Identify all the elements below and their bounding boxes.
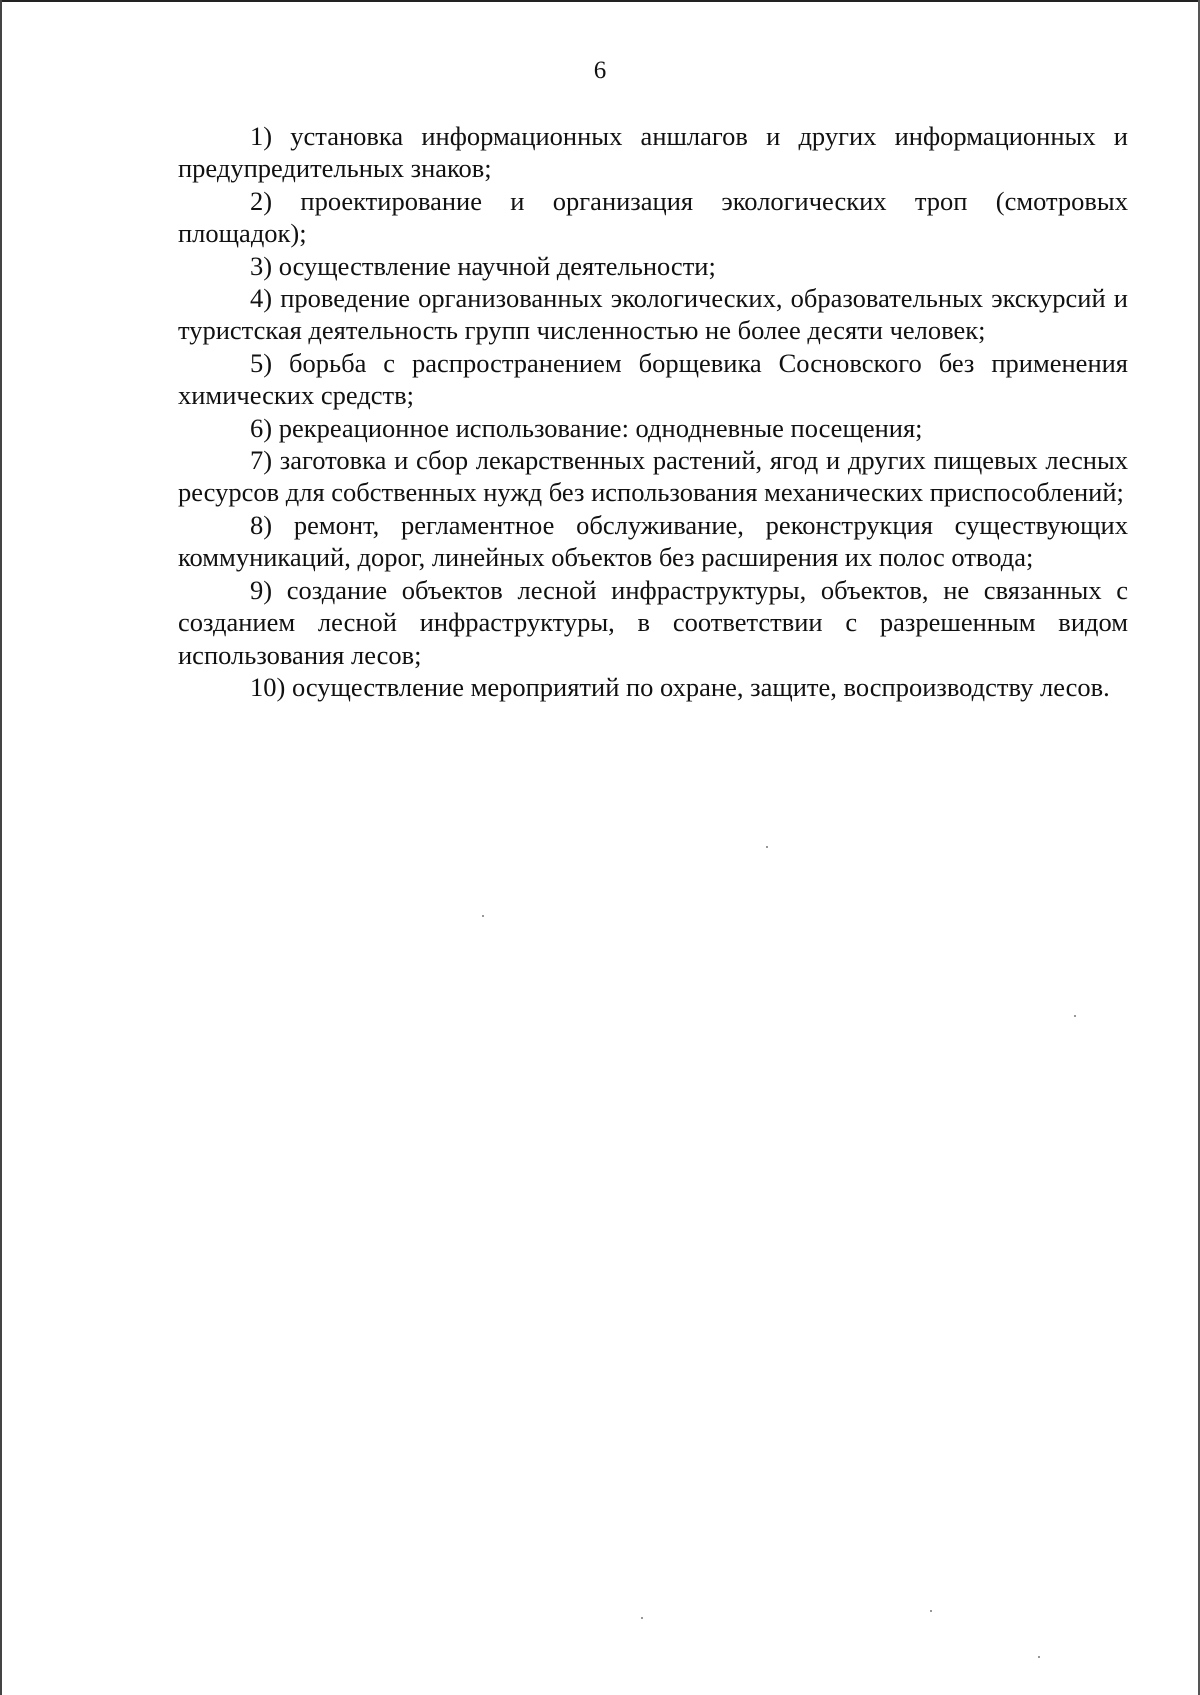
scan-speck: [1074, 1015, 1076, 1017]
scan-border-left: [0, 0, 2, 1695]
list-item: 9) создание объектов лесной инфраструктуры, объектов, не связанных с созданием лесной инфраструктуры, в соответствии с разрешенным видом использования лесов;: [178, 574, 1128, 670]
document-body: [178, 120, 1128, 703]
list-item: 8) ремонт, регламентное обслуживание, реконструкция существующих коммуникаций, дорог, линейных объектов без расширения их полос отвода;: [178, 509, 1128, 573]
scan-border-top: [0, 0, 1200, 2]
list-item: 7) заготовка и сбор лекарственных растений, ягод и других пищевых лесных ресурсов для собственных нужд без использования механических приспособлений;: [178, 445, 1128, 508]
list-item: 10) осуществление мероприятий по охране, защите, воспроизводству лесов.: [250, 671, 1110, 702]
list-item: 3) осуществление научной деятельности;: [250, 250, 716, 281]
scan-speck: [930, 1610, 932, 1612]
scan-speck: [1038, 1656, 1040, 1658]
list-item: 4) проведение организованных экологических, образовательных экскурсий и туристская деятельность групп численностью не более десяти человек;: [178, 283, 1128, 346]
list-item: 6) рекреационное использование: однодневные посещения;: [250, 412, 923, 443]
page-number: 6: [593, 57, 607, 84]
list-item: 5) борьба с распространением борщевика Сосновского без применения химических средств;: [178, 347, 1128, 411]
scan-speck: [766, 846, 768, 848]
list-item: 1) установка информационных аншлагов и других информационных и предупредительных знаков;: [178, 121, 1128, 184]
list-item: 2) проектирование и организация экологических троп (смотровых площадок);: [178, 185, 1128, 249]
scan-speck: [641, 1617, 643, 1619]
scan-speck: [482, 915, 484, 917]
